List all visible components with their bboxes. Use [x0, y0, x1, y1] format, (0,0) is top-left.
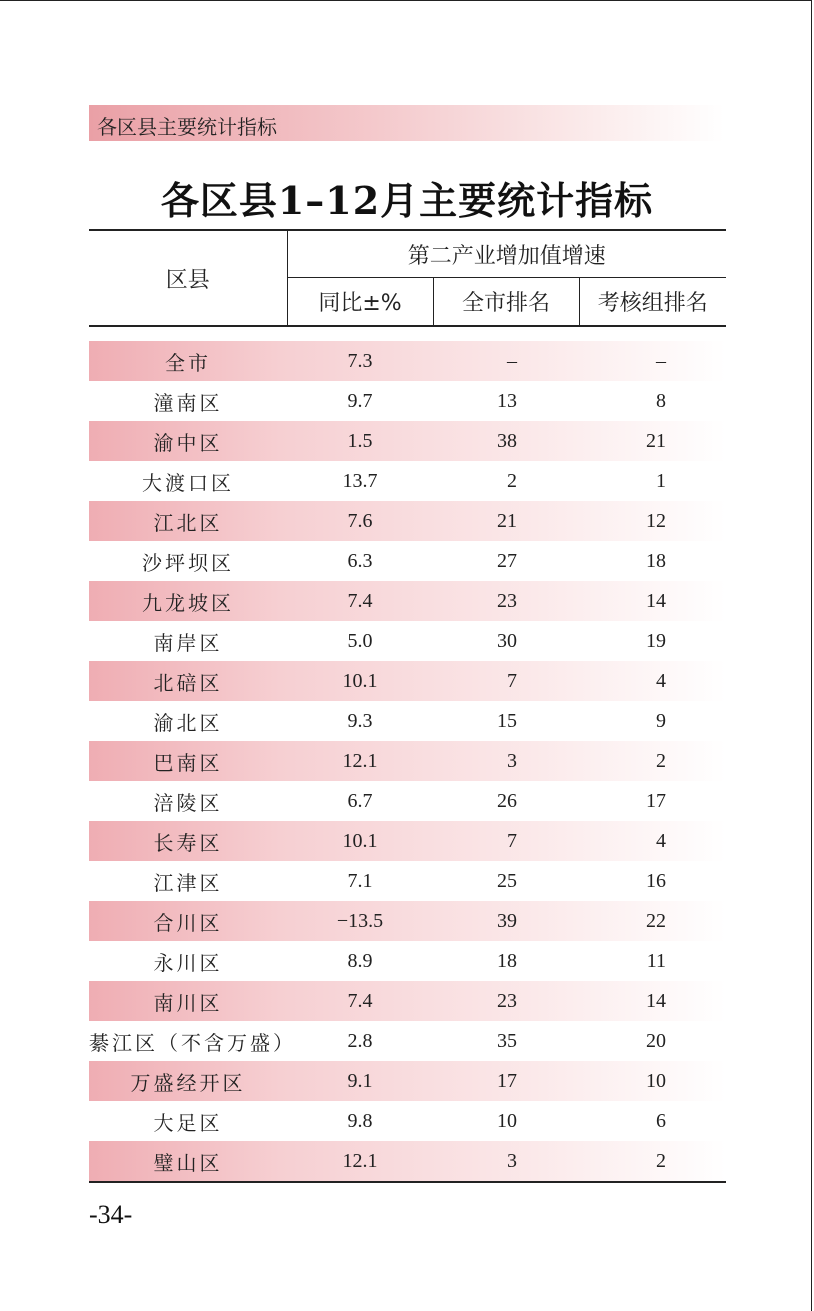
city-rank-cell: 17 [497, 1069, 517, 1092]
city-rank-cell: 23 [497, 589, 517, 612]
table-row [89, 501, 726, 541]
yoy-cell: 10.1 [342, 829, 378, 852]
city-rank-cell: 35 [497, 1029, 517, 1052]
city-rank-cell: 7 [507, 669, 517, 692]
city-rank-cell: 26 [497, 789, 517, 812]
yoy-cell: 7.3 [347, 349, 373, 372]
county-name-cell: 渝中区 [153, 430, 223, 455]
county-name-cell: 南岸区 [153, 630, 223, 655]
county-name-cell: 綦江区（不含万盛） [89, 1030, 296, 1055]
section-banner-label: 各区县主要统计指标 [97, 115, 277, 139]
yoy-cell: 12.1 [342, 1149, 378, 1172]
city-rank-cell: 23 [497, 989, 517, 1012]
group-rank-cell: 22 [646, 909, 666, 932]
county-name-cell: 涪陵区 [153, 790, 223, 815]
group-rank-cell: 21 [646, 429, 666, 452]
county-name-cell: 万盛经开区 [130, 1070, 246, 1095]
county-name-cell: 渝北区 [153, 710, 223, 735]
city-rank-cell: 3 [507, 1149, 517, 1172]
header-city-rank: 全市排名 [433, 278, 579, 327]
group-rank-cell: 6 [656, 1109, 666, 1132]
group-rank-cell: 16 [646, 869, 666, 892]
table-row [89, 821, 726, 861]
group-rank-cell: – [656, 349, 666, 372]
yoy-cell: 8.9 [347, 949, 373, 972]
city-rank-cell: – [507, 349, 517, 372]
yoy-cell: 9.1 [347, 1069, 373, 1092]
yoy-cell: 5.0 [347, 629, 373, 652]
group-rank-cell: 18 [646, 549, 666, 572]
city-rank-cell: 3 [507, 749, 517, 772]
county-name-cell: 大渡口区 [142, 470, 234, 495]
table-row [89, 1061, 726, 1101]
city-rank-cell: 38 [497, 429, 517, 452]
group-rank-cell: 2 [656, 749, 666, 772]
county-name-cell: 合川区 [153, 910, 223, 935]
yoy-cell: 7.6 [347, 509, 373, 532]
yoy-cell: 7.4 [347, 589, 373, 612]
county-name-cell: 巴南区 [153, 750, 223, 775]
city-rank-cell: 15 [497, 709, 517, 732]
header-county: 区县 [89, 230, 287, 326]
table-row [89, 781, 726, 821]
table-row [89, 381, 726, 421]
group-rank-cell: 14 [646, 589, 666, 612]
group-rank-cell: 4 [656, 829, 666, 852]
county-name-cell: 江津区 [153, 870, 223, 895]
city-rank-cell: 13 [497, 389, 517, 412]
county-name-cell: 全市 [165, 350, 211, 375]
group-rank-cell: 19 [646, 629, 666, 652]
page-title: 各区县1–12月主要统计指标 [160, 178, 654, 223]
table-row [89, 581, 726, 621]
group-rank-cell: 11 [646, 949, 666, 972]
table-row [89, 461, 726, 501]
group-rank-cell: 4 [656, 669, 666, 692]
table-row [89, 901, 726, 941]
group-rank-cell: 10 [646, 1069, 666, 1092]
yoy-cell: 1.5 [347, 429, 373, 452]
yoy-cell: 2.8 [347, 1029, 373, 1052]
table-row [89, 1141, 726, 1182]
yoy-cell: 7.1 [347, 869, 373, 892]
group-rank-cell: 1 [656, 469, 666, 492]
city-rank-cell: 27 [497, 549, 517, 572]
county-name-cell: 沙坪坝区 [142, 550, 234, 575]
yoy-cell: 9.8 [347, 1109, 373, 1132]
county-name-cell: 永川区 [153, 950, 223, 975]
yoy-cell: 6.3 [347, 549, 373, 572]
city-rank-cell: 30 [497, 629, 517, 652]
table-row [89, 701, 726, 741]
table-row [89, 941, 726, 981]
table-row [89, 1021, 726, 1061]
header-group: 第二产业增加值增速 [287, 230, 726, 278]
city-rank-cell: 7 [507, 829, 517, 852]
yoy-cell: 9.3 [347, 709, 373, 732]
yoy-cell: 9.7 [347, 389, 373, 412]
group-rank-cell: 20 [646, 1029, 666, 1052]
table-row [89, 661, 726, 701]
group-rank-cell: 17 [646, 789, 666, 812]
group-rank-cell: 9 [656, 709, 666, 732]
group-rank-cell: 2 [656, 1149, 666, 1172]
yoy-cell: 10.1 [342, 669, 378, 692]
table-row [89, 621, 726, 661]
yoy-cell: 13.7 [342, 469, 378, 492]
table-header [89, 230, 726, 326]
group-rank-cell: 8 [656, 389, 666, 412]
city-rank-cell: 18 [497, 949, 517, 972]
table-row [89, 421, 726, 461]
table-row [89, 541, 726, 581]
table-row [89, 861, 726, 901]
city-rank-cell: 39 [497, 909, 517, 932]
yoy-cell: 7.4 [347, 989, 373, 1012]
county-name-cell: 北碚区 [153, 670, 223, 695]
city-rank-cell: 10 [497, 1109, 517, 1132]
city-rank-cell: 25 [497, 869, 517, 892]
city-rank-cell: 21 [497, 509, 517, 532]
yoy-cell: 6.7 [347, 789, 373, 812]
group-rank-cell: 14 [646, 989, 666, 1012]
county-name-cell: 大足区 [153, 1110, 223, 1135]
yoy-cell: −13.5 [336, 909, 384, 932]
yoy-cell: 12.1 [342, 749, 378, 772]
county-name-cell: 江北区 [153, 510, 223, 535]
table-row [89, 741, 726, 781]
county-name-cell: 璧山区 [153, 1150, 223, 1175]
page-number: -34- [89, 1200, 133, 1229]
county-name-cell: 潼南区 [153, 390, 223, 415]
table-row [89, 341, 726, 381]
table-row [89, 1101, 726, 1141]
header-group-rank: 考核组排名 [579, 278, 726, 327]
stats-table [89, 229, 726, 1183]
county-name-cell: 九龙坡区 [142, 590, 234, 615]
header-yoy: 同比±% [287, 278, 433, 327]
county-name-cell: 长寿区 [153, 830, 223, 855]
table-row [89, 981, 726, 1021]
table-body [89, 326, 726, 1183]
section-banner [89, 105, 724, 141]
county-name-cell: 南川区 [153, 990, 223, 1015]
city-rank-cell: 2 [507, 469, 517, 492]
group-rank-cell: 12 [646, 509, 666, 532]
table-bottom-rule [89, 1182, 726, 1183]
